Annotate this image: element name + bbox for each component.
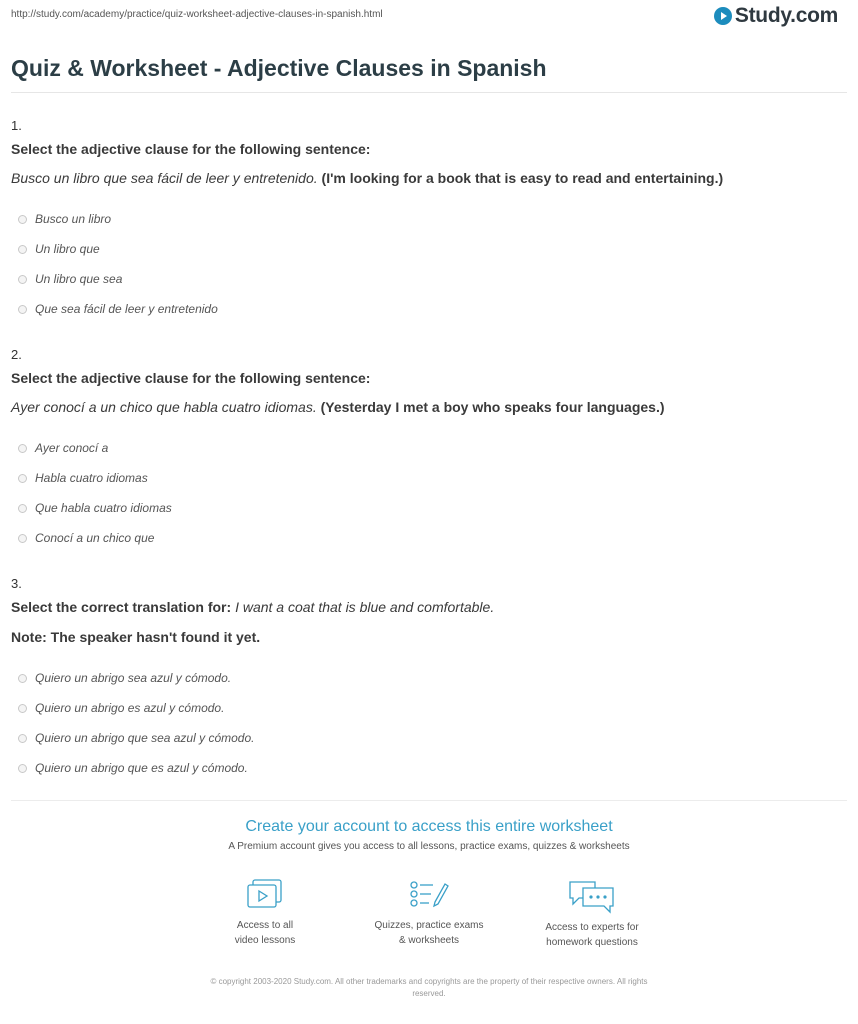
- answer-option[interactable]: [11, 463, 847, 493]
- option-label: Conocí a un chico que: [35, 531, 155, 545]
- answer-option[interactable]: [11, 723, 847, 753]
- question-number: 2.: [11, 347, 22, 362]
- radio-button[interactable]: [18, 734, 27, 743]
- prompt-bold: Select the correct translation for:: [11, 599, 232, 615]
- prompt-italic: I want a coat that is blue and comfortable.: [235, 599, 495, 615]
- question-prompt: Select the adjective clause for the following sentence:: [11, 370, 371, 386]
- promo-title[interactable]: Create your account to access this entire worksheet: [245, 818, 613, 835]
- answer-option[interactable]: [11, 234, 847, 264]
- answer-option[interactable]: [11, 264, 847, 294]
- answer-option[interactable]: [11, 493, 847, 523]
- answer-option[interactable]: [11, 753, 847, 783]
- question-sentence: [11, 168, 847, 188]
- feature-label-line: homework questions: [546, 937, 638, 948]
- radio-button[interactable]: [18, 674, 27, 683]
- answer-option[interactable]: [11, 663, 847, 693]
- feature-quizzes: [344, 878, 514, 948]
- feature-video-lessons: [180, 878, 350, 948]
- radio-button[interactable]: [18, 275, 27, 284]
- copyright-line: reserved.: [412, 989, 446, 998]
- feature-label: [344, 918, 514, 948]
- option-label: Que habla cuatro idiomas: [35, 501, 172, 515]
- logo-text: Study.com: [734, 4, 838, 27]
- option-label: Habla cuatro idiomas: [35, 471, 148, 485]
- question-prompt: [11, 597, 847, 617]
- question-sentence: [11, 397, 847, 417]
- radio-button[interactable]: [18, 474, 27, 483]
- section-divider: [11, 800, 847, 801]
- answer-option[interactable]: [11, 204, 847, 234]
- feature-label: [180, 918, 350, 948]
- feature-experts: [507, 878, 677, 950]
- study-logo[interactable]: [714, 4, 838, 28]
- question-number: 3.: [11, 576, 22, 591]
- radio-button[interactable]: [18, 305, 27, 314]
- feature-label-line: Access to experts for: [545, 922, 639, 933]
- question-2: [11, 347, 847, 553]
- title-divider: [11, 92, 847, 93]
- answer-option[interactable]: [11, 433, 847, 463]
- sentence-spanish: Ayer conocí a un chico que habla cuatro idiomas.: [11, 399, 317, 415]
- radio-button[interactable]: [18, 704, 27, 713]
- radio-button[interactable]: [18, 215, 27, 224]
- feature-label-line: & worksheets: [398, 935, 460, 946]
- question-note: Note: The speaker hasn't found it yet.: [11, 629, 261, 645]
- radio-button[interactable]: [18, 444, 27, 453]
- question-1: [11, 118, 847, 324]
- sentence-english: (I'm looking for a book that is easy to read and entertaining.): [321, 170, 724, 186]
- copyright-line: © copyright 2003-2020 Study.com. All other trademarks and copyrights are the property of their respective owners. All rights: [210, 977, 648, 986]
- radio-button[interactable]: [18, 504, 27, 513]
- option-label: Quiero un abrigo es azul y cómodo.: [35, 701, 225, 715]
- answer-options: [11, 433, 847, 553]
- question-number: 1.: [11, 118, 22, 133]
- quiz-checklist-icon: [407, 878, 451, 912]
- page-url: http://study.com/academy/practice/quiz-worksheet-adjective-clauses-in-spanish.html: [11, 9, 383, 20]
- page-title: Quiz & Worksheet - Adjective Clauses in Spanish: [11, 55, 547, 81]
- answer-option[interactable]: [11, 523, 847, 553]
- option-label: Que sea fácil de leer y entretenido: [35, 302, 218, 316]
- answer-options: [11, 663, 847, 783]
- sentence-spanish: Busco un libro que sea fácil de leer y entretenido.: [11, 170, 318, 186]
- radio-button[interactable]: [18, 534, 27, 543]
- feature-label-line: Access to all: [236, 920, 294, 931]
- video-lessons-icon: [245, 878, 285, 912]
- copyright: [160, 976, 698, 1000]
- option-label: Quiero un abrigo que es azul y cómodo.: [35, 761, 248, 775]
- feature-label: [507, 920, 677, 950]
- option-label: Ayer conocí a: [35, 441, 109, 455]
- radio-button[interactable]: [18, 245, 27, 254]
- chat-bubbles-icon: [567, 878, 617, 914]
- play-circle-icon: [714, 7, 732, 25]
- sentence-english: (Yesterday I met a boy who speaks four languages.): [320, 399, 665, 415]
- option-label: Un libro que: [35, 242, 100, 256]
- question-prompt: Select the adjective clause for the following sentence:: [11, 141, 371, 157]
- option-label: Un libro que sea: [35, 272, 123, 286]
- question-3: [11, 576, 847, 783]
- radio-button[interactable]: [18, 764, 27, 773]
- answer-option[interactable]: [11, 294, 847, 324]
- option-label: Busco un libro: [35, 212, 112, 226]
- option-label: Quiero un abrigo sea azul y cómodo.: [35, 671, 232, 685]
- answer-options: [11, 204, 847, 324]
- answer-option[interactable]: [11, 693, 847, 723]
- promo-subtitle: A Premium account gives you access to all lessons, practice exams, quizzes & worksheets: [228, 841, 630, 852]
- feature-label-line: video lessons: [234, 935, 296, 946]
- feature-label-line: Quizzes, practice exams: [374, 920, 484, 931]
- option-label: Quiero un abrigo que sea azul y cómodo.: [35, 731, 255, 745]
